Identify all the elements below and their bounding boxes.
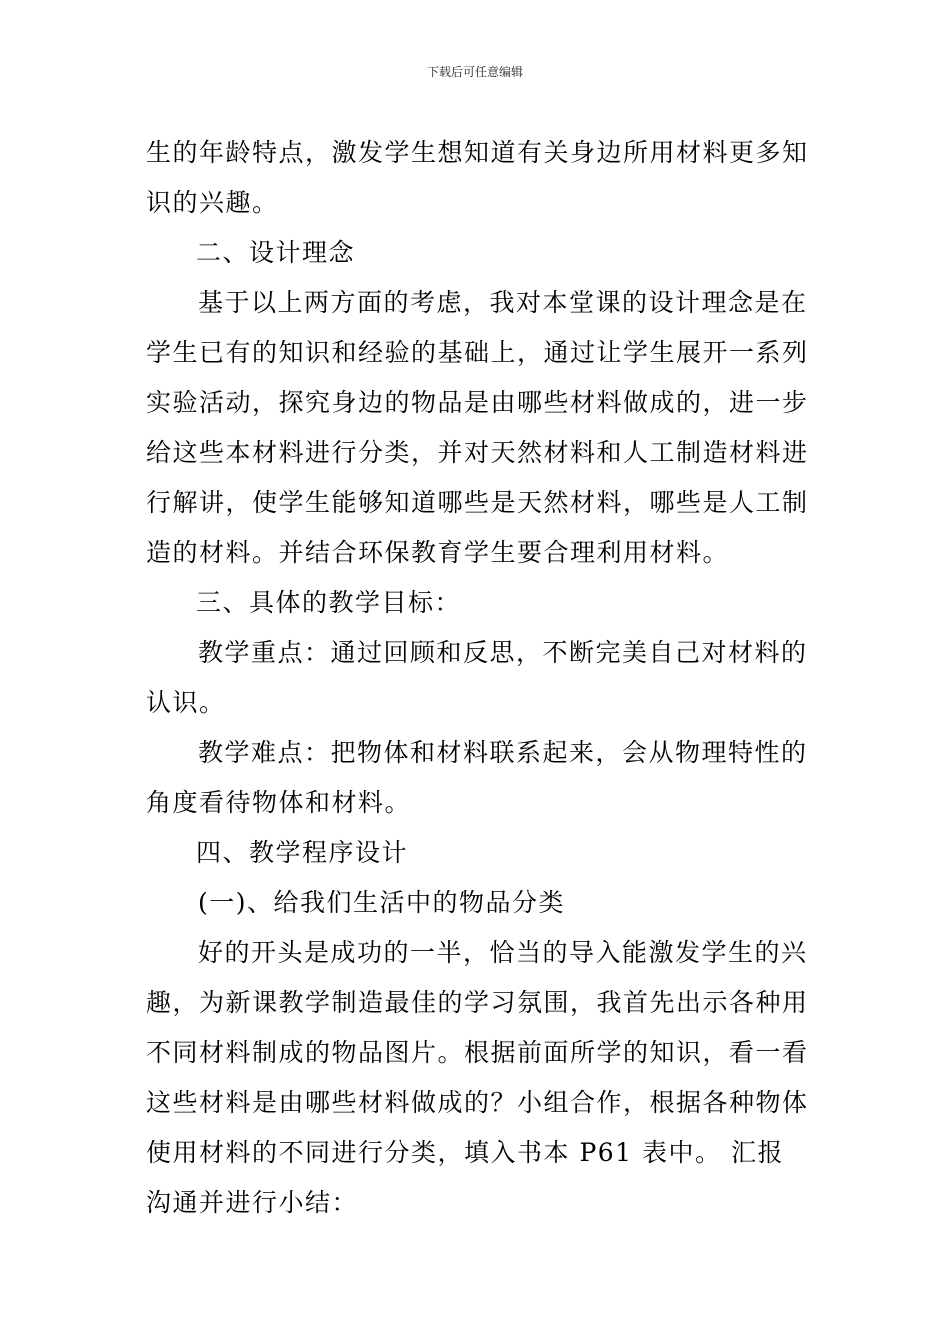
section-heading-teaching-procedure: 四、教学程序设计 — [196, 838, 409, 867]
paragraph-design-concept: 基于以上两方面的考虑，我对本堂课的设计理念是在学生已有的知识和经验的基础上，通过让学生展开一系列实验活动，探究身边的物品是由哪些材料做成的，进一步给这些本材料进行分类，并对天然材料和人工制造材料进行解讲，使学生能够知道哪些是天然材料，哪些是人工制造的材料。并结合环保教育学生要合理利用材料。 — [146, 288, 809, 567]
subsection-heading-classify-items: (一)、给我们生活中的物品分类 — [198, 888, 566, 917]
paragraph-difficult-point: 教学难点：把物体和材料联系起来，会从物理特性的角度看待物体和材料。 — [146, 738, 808, 817]
section-heading-design-concept: 二、设计理念 — [196, 238, 356, 267]
document-body — [146, 128, 810, 1228]
paragraph-key-point: 教学重点：通过回顾和反思，不断完美自己对材料的认识。 — [146, 638, 808, 717]
section-heading-teaching-goals: 三、具体的教学目标： — [196, 588, 462, 617]
paragraph-continuation: 生的年龄特点，激发学生想知道有关身边所用材料更多知识的兴趣。 — [146, 138, 809, 217]
paragraph-introduction: 好的开头是成功的一半，恰当的导入能激发学生的兴趣，为新课教学制造最佳的学习氛围，我首先出示各种用不同材料制成的物品图片。根据前面所学的知识，看一看这些材料是由哪些材料做成的？小组合作，根据各种物体使用材料的不同进行分类，填入书本 P61 表中。 汇报沟通并进行小结： — [146, 938, 809, 1217]
page-header-note: 下载后可任意编辑 — [426, 65, 523, 79]
